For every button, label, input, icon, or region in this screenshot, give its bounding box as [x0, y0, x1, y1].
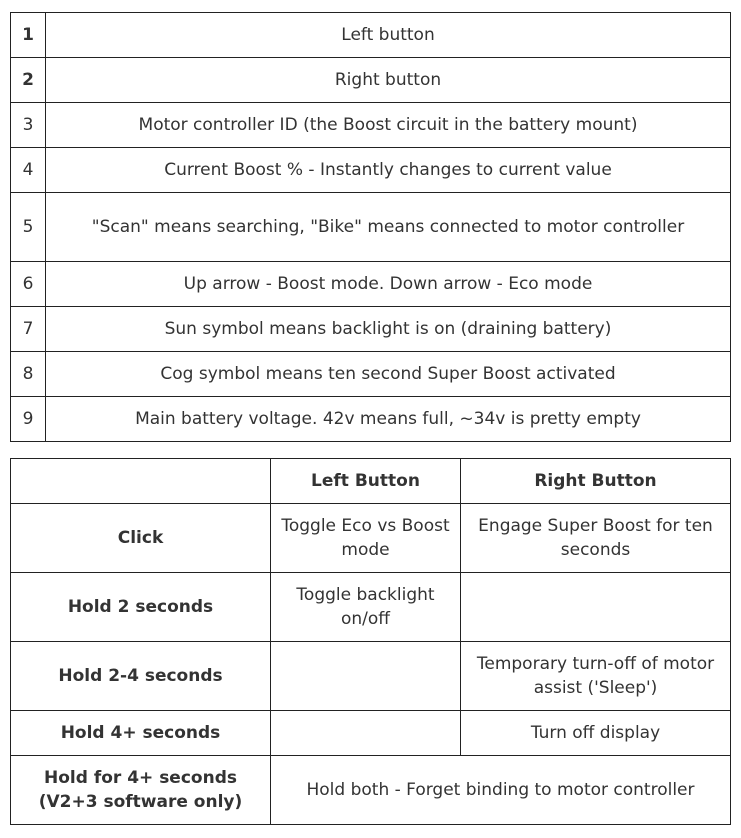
- table-row: [11, 642, 731, 711]
- button-controls-table: [10, 458, 731, 825]
- left-button-cell: [271, 711, 461, 756]
- legend-description: Sun symbol means backlight is on (draining battery): [46, 307, 731, 352]
- left-button-cell: Toggle Eco vs Boost mode: [271, 504, 461, 573]
- legend-row: [11, 103, 731, 148]
- action-label: Click: [11, 504, 271, 573]
- left-button-cell: Toggle backlight on/off: [271, 573, 461, 642]
- legend-number: 7: [11, 307, 46, 352]
- table-row: [11, 711, 731, 756]
- legend-row: [11, 262, 731, 307]
- legend-row: [11, 397, 731, 442]
- both-buttons-cell: Hold both - Forget binding to motor controller: [271, 756, 731, 825]
- table-row: [11, 573, 731, 642]
- legend-description: Current Boost % - Instantly changes to current value: [46, 148, 731, 193]
- legend-description: Cog symbol means ten second Super Boost activated: [46, 352, 731, 397]
- legend-description: Motor controller ID (the Boost circuit in the battery mount): [46, 103, 731, 148]
- header-left-button: Left Button: [271, 459, 461, 504]
- right-button-cell: Temporary turn-off of motor assist ('Sleep'): [461, 642, 731, 711]
- table-row: [11, 504, 731, 573]
- right-button-cell: [461, 573, 731, 642]
- right-button-cell: Turn off display: [461, 711, 731, 756]
- legend-row: [11, 13, 731, 58]
- legend-number: 8: [11, 352, 46, 397]
- header-corner-cell: [11, 459, 271, 504]
- legend-row: [11, 307, 731, 352]
- legend-number: 3: [11, 103, 46, 148]
- legend-row: [11, 58, 731, 103]
- legend-row: [11, 352, 731, 397]
- legend-row: [11, 193, 731, 262]
- legend-number: 9: [11, 397, 46, 442]
- legend-number: 2: [11, 58, 46, 103]
- legend-description: Right button: [46, 58, 731, 103]
- action-label: Hold 2-4 seconds: [11, 642, 271, 711]
- legend-description: Left button: [46, 13, 731, 58]
- display-legend-table: [10, 12, 731, 442]
- right-button-cell: Engage Super Boost for ten seconds: [461, 504, 731, 573]
- legend-row: [11, 148, 731, 193]
- legend-number: 5: [11, 193, 46, 262]
- action-label: Hold 2 seconds: [11, 573, 271, 642]
- table-header-row: [11, 459, 731, 504]
- legend-number: 1: [11, 13, 46, 58]
- action-label: Hold for 4+ seconds (V2+3 software only): [11, 756, 271, 825]
- header-right-button: Right Button: [461, 459, 731, 504]
- table-row: [11, 756, 731, 825]
- legend-description: Main battery voltage. 42v means full, ~34v is pretty empty: [46, 397, 731, 442]
- legend-description: Up arrow - Boost mode. Down arrow - Eco mode: [46, 262, 731, 307]
- legend-number: 6: [11, 262, 46, 307]
- legend-number: 4: [11, 148, 46, 193]
- legend-description: "Scan" means searching, "Bike" means connected to motor controller: [46, 193, 731, 262]
- action-label: Hold 4+ seconds: [11, 711, 271, 756]
- left-button-cell: [271, 642, 461, 711]
